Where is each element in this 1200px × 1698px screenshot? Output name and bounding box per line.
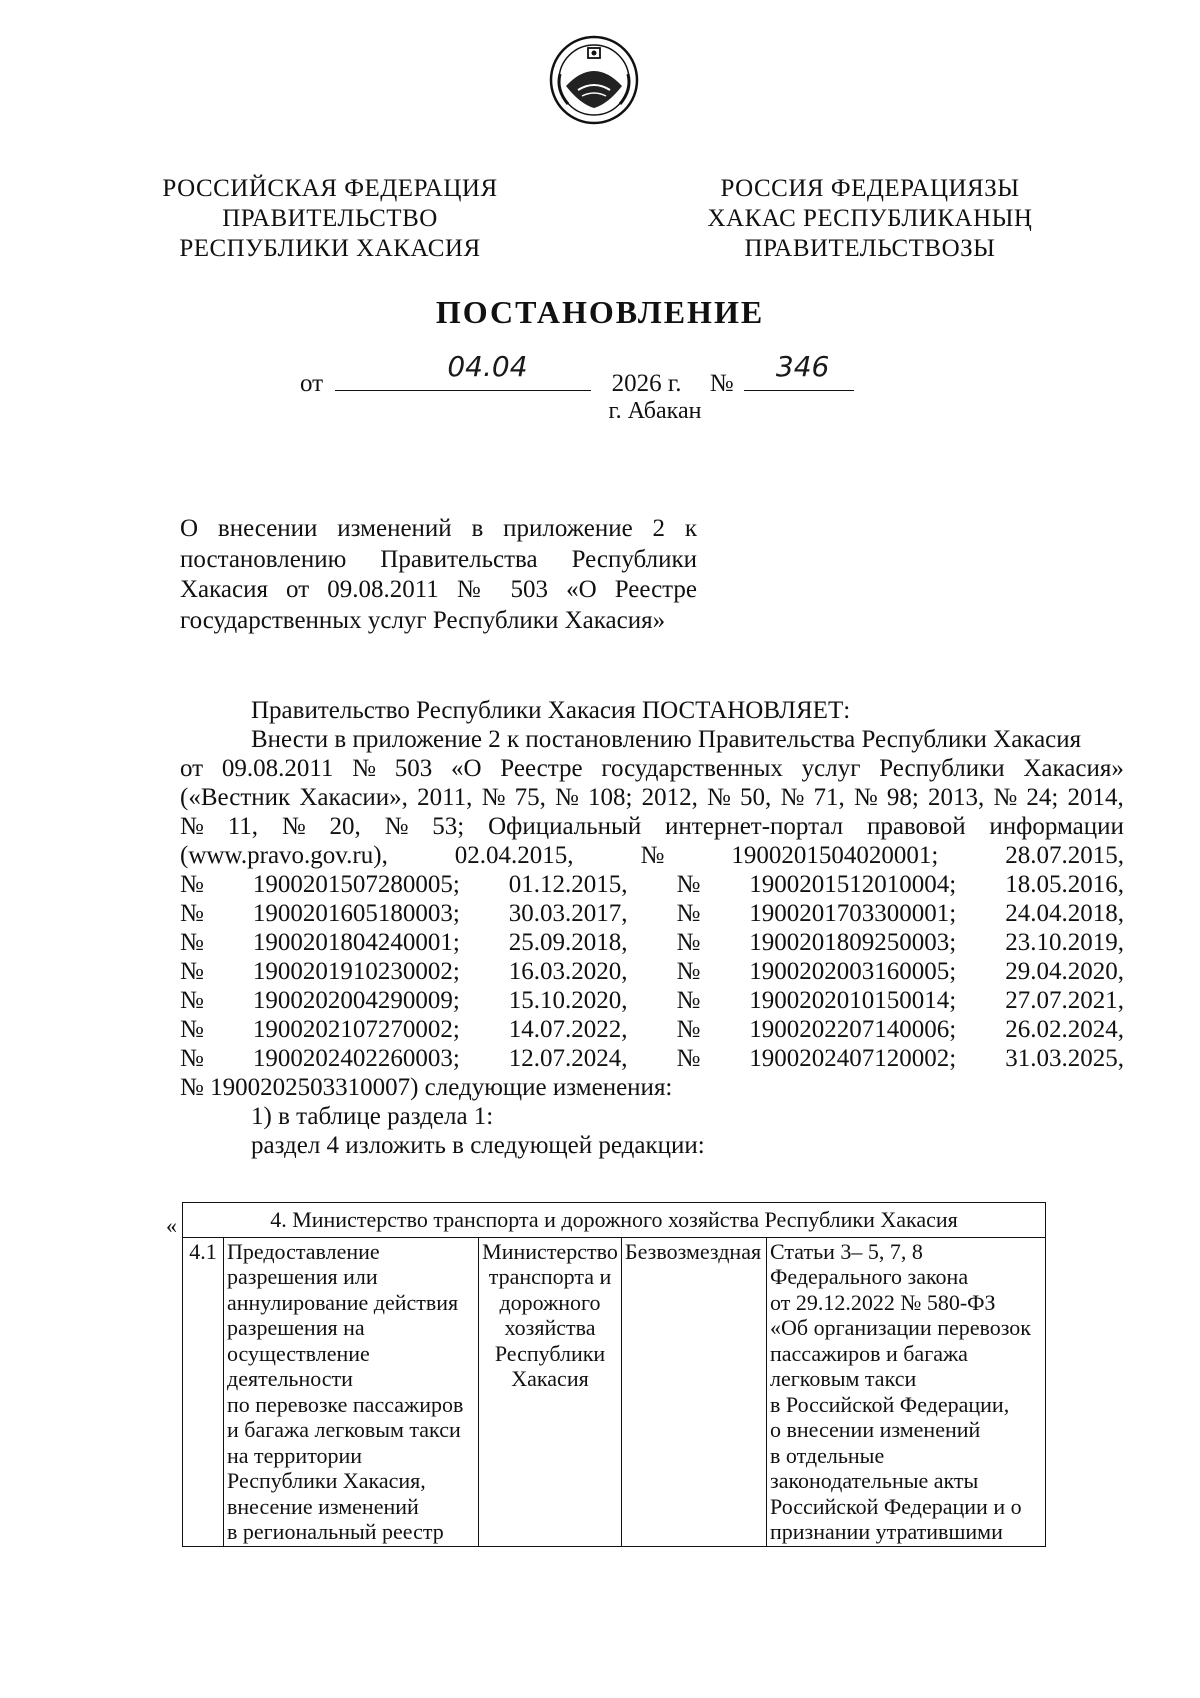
city-line (0, 398, 1200, 425)
intro-last-line: № 1900202503310007) следующие изменения: (180, 1074, 673, 1101)
number-line (744, 350, 854, 391)
body-word: 1900201703300001; (749, 900, 957, 927)
body-word: «О (450, 755, 482, 782)
basis-line: «Об организации перевозок (770, 1315, 1031, 1340)
fee-cell: Безвозмездная (622, 1237, 767, 1546)
body-word: 2011, (417, 784, 473, 811)
body-line (180, 957, 1124, 986)
body-word: 1900202107270002; (252, 1016, 460, 1043)
body-word: 1900201605180003; (252, 900, 460, 927)
header-left-line: РЕСПУБЛИКИ ХАКАСИЯ (179, 235, 481, 262)
body-word: 1900202207140006; (749, 1016, 957, 1043)
body-word: 01.12.2015, (508, 871, 628, 898)
resolves-line: Правительство Республики Хакасия ПОСТАНОВЛЯЕТ: (251, 697, 851, 724)
body-word: Республики (879, 755, 1005, 782)
body-line (180, 754, 1124, 783)
body-word: № (180, 929, 204, 956)
body-word: № (853, 784, 878, 811)
body-word: 2012, (641, 784, 698, 811)
basis-line: пассажиров и багажа (770, 1340, 968, 1366)
body-word: 12.07.2024, (508, 1045, 628, 1072)
table-row (183, 1237, 1046, 1546)
row-number: 4.1 (183, 1237, 224, 1546)
registry-table (182, 1202, 1046, 1547)
body-word: 09.08.2011 (221, 755, 334, 782)
body-word: 1900202010150014; (749, 987, 957, 1014)
body-word: № (707, 784, 731, 811)
authority-line: Министерство (482, 1238, 618, 1264)
service-line: деятельности (227, 1366, 353, 1391)
year-label: 2026 г. (611, 370, 682, 397)
department-header: 4. Министерство транспорта и дорожного хозяйства Республики Хакасия (183, 1203, 1046, 1238)
header-left (160, 174, 500, 264)
body-word: 1900201504020001; (731, 842, 939, 869)
body-word: № (180, 1045, 204, 1072)
body-word: 24.04.2018, (1005, 900, 1124, 927)
body-word: № (676, 900, 701, 927)
document-title: ПОСТАНОВЛЕНИЕ (435, 294, 765, 330)
body-word: 71, (813, 784, 845, 811)
body-word: 14.07.2022, (508, 1016, 628, 1043)
body-word: 1900202402260003; (252, 1045, 460, 1072)
body-word: № (180, 987, 204, 1014)
basis-line: в Российской Федерации, (770, 1391, 1010, 1417)
header-right-line: ПРАВИТЕЛЬСТВОЗЫ (744, 235, 996, 262)
body-word: № (180, 813, 204, 840)
service-line: осуществление (227, 1340, 370, 1366)
body-word: 53; (432, 813, 465, 840)
body-line (180, 841, 1124, 870)
document-body (180, 696, 1124, 1160)
service-line: по перевозке пассажиров (227, 1391, 464, 1417)
service-line: аннулирование действия (227, 1289, 459, 1315)
body-line (180, 928, 1124, 957)
body-word: услуг (801, 755, 861, 782)
basis-line: легковым такси (770, 1366, 917, 1391)
date-line (335, 350, 591, 391)
header-right (690, 174, 1050, 264)
body-word: 2013, (928, 784, 985, 811)
handwritten-date: 04.04 (447, 350, 528, 383)
body-word: № (180, 871, 204, 898)
intro-first-line: Внести в приложение 2 к постановлению Правительства Республики Хакасия (251, 726, 1082, 753)
item1-sub-line: раздел 4 изложить в следующей редакции: (251, 1132, 705, 1159)
body-word: Официальный (488, 813, 642, 840)
body-word: 27.07.2021, (1005, 987, 1124, 1014)
body-word: 50, (740, 784, 772, 811)
authority-line: хозяйства (504, 1315, 596, 1340)
date-number-row (300, 350, 854, 398)
body-word: Реестре (500, 755, 583, 782)
body-word: правовой (866, 813, 966, 840)
service-cell (224, 1237, 479, 1546)
body-word: 1900202004290009; (252, 987, 460, 1014)
body-word: 1900202407120002; (749, 1045, 957, 1072)
body-word: № (676, 987, 701, 1014)
body-line (180, 1015, 1124, 1044)
body-word: № (640, 842, 665, 869)
body-word: № (555, 784, 579, 811)
from-label: от (300, 370, 324, 397)
body-word: 31.03.2025, (1005, 1045, 1124, 1072)
body-word: 29.04.2020, (1005, 958, 1124, 985)
body-word: № (676, 871, 701, 898)
authority-line: дорожного (499, 1289, 601, 1315)
body-word: № (180, 958, 204, 985)
service-line: внесение изменений (227, 1493, 419, 1519)
body-word: 108; (588, 784, 633, 811)
service-line: Предоставление (227, 1238, 380, 1264)
body-word: («Вестник (180, 784, 291, 811)
basis-cell (767, 1237, 1046, 1546)
authority-line: Хакасия (511, 1366, 589, 1391)
body-line (180, 899, 1124, 928)
body-word: № (676, 958, 701, 985)
body-line (180, 812, 1124, 841)
service-line: разрешения на (227, 1315, 365, 1340)
service-line: и багажа легковым такси (227, 1417, 461, 1442)
city: г. Абакан (608, 398, 702, 424)
body-word: 98; (886, 784, 919, 811)
justified-lines (180, 754, 1124, 1073)
handwritten-number: 346 (775, 350, 830, 383)
basis-line: о внесении изменений (770, 1417, 981, 1442)
basis-line: Статьи 3– 5, 7, 8 (770, 1238, 923, 1264)
body-word: 28.07.2015, (1005, 842, 1124, 869)
body-word: 18.05.2016, (1005, 871, 1124, 898)
authority-line: Республики (494, 1340, 606, 1366)
body-word: № (384, 813, 409, 840)
item1-line: 1) в таблице раздела 1: (251, 1103, 494, 1130)
body-word: 1900201512010004; (749, 871, 957, 898)
body-word: 1900201809250003; (749, 929, 957, 956)
basis-line: Российской Федерации и о (770, 1493, 1022, 1519)
header-right-line: РОССИЯ ФЕДЕРАЦИЯЗЫ (720, 175, 1020, 202)
body-word: 23.10.2019, (1005, 929, 1124, 956)
coat-of-arms-icon (548, 34, 640, 126)
body-word: государственных (601, 755, 783, 782)
body-word: 16.03.2020, (508, 958, 628, 985)
basis-line: от 29.12.2022 № 580-ФЗ (770, 1289, 996, 1315)
body-word: 30.03.2017, (508, 900, 628, 927)
document-subject (180, 514, 697, 636)
header-left-line: ПРАВИТЕЛЬСТВО (222, 205, 438, 232)
basis-line: Федерального закона (770, 1264, 969, 1289)
body-word: № (180, 1016, 204, 1043)
service-line: в региональный реестр (227, 1519, 444, 1544)
open-quote: « (166, 1213, 177, 1238)
body-word: 1900201507280005; (252, 871, 460, 898)
body-line (180, 783, 1124, 812)
body-word: № (676, 1016, 701, 1043)
authority-line: транспорта и (488, 1264, 612, 1289)
body-word: № (676, 1045, 701, 1072)
body-word: 1900201910230002; (252, 958, 460, 985)
body-word: № (993, 784, 1018, 811)
body-word: 15.10.2020, (508, 987, 628, 1014)
body-word: 26.02.2024, (1005, 1016, 1124, 1043)
basis-line: в отдельные (770, 1442, 885, 1468)
service-line: на территории (227, 1442, 363, 1468)
body-word: 503 (394, 755, 433, 782)
body-word: 1900202003160005; (749, 958, 957, 985)
subject-text: О внесении изменений в приложение 2 к постановлению Правительства Республики Хакасия от 09.08.2011 № 503 «О Реестре государственных услуг Республики Хакасия» (180, 515, 697, 634)
body-word: 02.04.2015, (454, 842, 574, 869)
body-word: № (281, 813, 306, 840)
body-word: № (676, 929, 701, 956)
body-word: 25.09.2018, (508, 929, 628, 956)
body-word: 1900201804240001; (252, 929, 460, 956)
body-word: 2014, (1067, 784, 1124, 811)
body-line (180, 986, 1124, 1015)
basis-line: признании утратившими (770, 1519, 1003, 1544)
number-label: № (709, 370, 734, 397)
body-word: Хакасия» (1023, 755, 1124, 782)
header-right-line: ХАКАС РЕСПУБЛИКАНЫҢ (707, 205, 1033, 232)
body-word: № (352, 755, 377, 782)
header-left-line: РОССИЙСКАЯ ФЕДЕРАЦИЯ (162, 175, 498, 202)
body-word: Хакасии», (299, 784, 408, 811)
service-line: Республики Хакасия, (227, 1468, 426, 1493)
body-word: № (481, 784, 506, 811)
body-line (180, 1044, 1124, 1073)
authority-cell (479, 1237, 622, 1546)
service-line: разрешения или (227, 1264, 378, 1289)
body-word: информации (989, 813, 1124, 840)
body-word: 24; (1026, 784, 1059, 811)
body-word: № (180, 900, 204, 927)
body-word: от (180, 755, 204, 782)
body-word: 20, (329, 813, 361, 840)
basis-line: законодательные акты (770, 1468, 979, 1493)
body-line (180, 870, 1124, 899)
body-word: интернет-портал (665, 813, 844, 840)
body-word: 11, (227, 813, 259, 840)
body-word: (www.pravo.gov.ru), (180, 842, 388, 869)
body-word: № (780, 784, 805, 811)
body-word: 75, (514, 784, 546, 811)
